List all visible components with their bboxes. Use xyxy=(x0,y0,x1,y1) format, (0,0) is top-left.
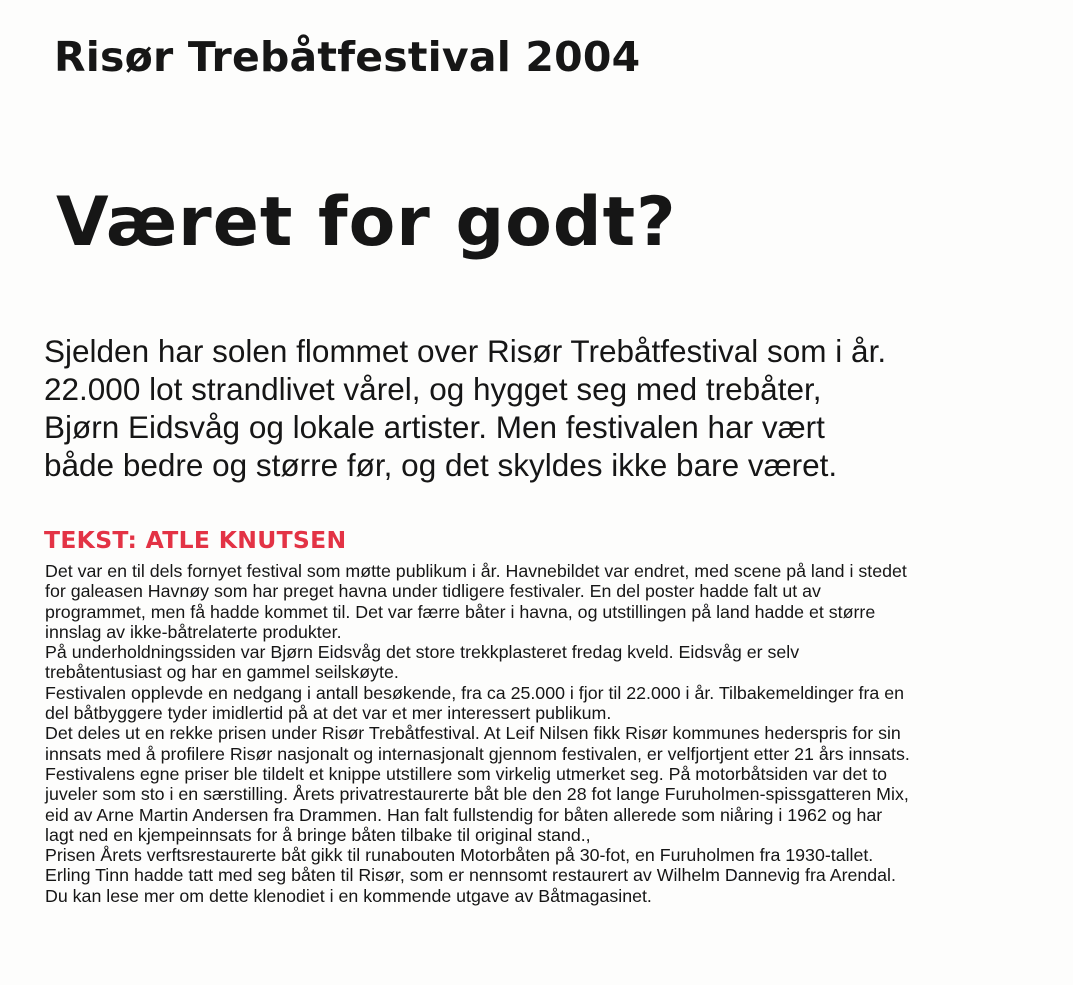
lead-paragraph xyxy=(44,332,1054,484)
body-line: På underholdningssiden var Bjørn Eidsvåg det store trekkplasteret fredag kveld. Eidsvåg er selv xyxy=(45,642,800,663)
body-line: eid av Arne Martin Andersen fra Drammen. Han falt fullstendig for båten allerede som niåring i 1962 og har xyxy=(45,804,883,825)
body-line: juveler som sto i en særstilling. Årets privatrestaurerte båt ble den 28 fot lange Furuholmen-spissgatteren Mix, xyxy=(45,784,909,805)
body-line: Prisen Årets verftsrestaurerte båt gikk til runabouten Motorbåten på 30-fot, en Furuholmen fra 1930-tallet. xyxy=(45,845,874,866)
body-line: lagt ned en kjempeinnsats for å bringe båten tilbake til original stand., xyxy=(45,824,591,845)
byline: TEKST: ATLE KNUTSEN xyxy=(44,526,347,554)
body-line: Festivalens egne priser ble tildelt et knippe utstillere som virkelig utmerket seg. På motorbåtsiden var det to xyxy=(45,763,888,784)
body-line: for galeasen Havnøy som har preget havna under tidligere festivaler. En del poster hadde falt ut av xyxy=(45,581,821,602)
body-line: Det deles ut en rekke prisen under Risør Trebåtfestival. At Leif Nilsen fikk Risør kommunes hederspris for sin xyxy=(45,723,901,744)
lead-line: Bjørn Eidsvåg og lokale artister. Men festivalen har vært xyxy=(44,409,825,445)
body-line: programmet, men få hadde kommet til. Det var færre båter i havna, og utstillingen på land hadde et større xyxy=(45,601,876,622)
body-line: innslag av ikke-båtrelaterte produkter. xyxy=(45,621,342,642)
body-line: trebåtentusiast og har en gammel seilskøyte. xyxy=(45,662,399,683)
lead-line: 22.000 lot strandlivet vårel, og hygget seg med trebåter, xyxy=(44,371,822,407)
body-line: Du kan lese mer om dette klenodiet i en kommende utgave av Båtmagasinet. xyxy=(45,885,652,906)
body-text xyxy=(45,561,1065,906)
body-line: Festivalen opplevde en nedgang i antall besøkende, fra ca 25.000 i fjor til 22.000 i år. Tilbakemeldinger fra en xyxy=(45,682,904,703)
lead-line: Sjelden har solen flommet over Risør Trebåtfestival som i år. xyxy=(44,333,887,369)
body-line: Erling Tinn hadde tatt med seg båten til Risør, som er nennsomt restaurert av Wilhelm Dannevig fra Arendal. xyxy=(45,865,896,886)
lead-line: både bedre og større før, og det skyldes ikke bare været. xyxy=(44,447,838,483)
headline: Været for godt? xyxy=(56,183,677,262)
body-line: Det var en til dels fornyet festival som møtte publikum i år. Havnebildet var endret, med scene på land i stedet xyxy=(45,561,907,581)
body-line: innsats med å profilere Risør nasjonalt og internasjonalt gjennom festivalen, er velfjortjent etter 21 års innsats. xyxy=(45,743,910,764)
body-line: del båtbyggere tyder imidlertid på at det var et mer interessert publikum. xyxy=(45,703,612,724)
series-title: Risør Trebåtfestival 2004 xyxy=(54,33,641,81)
